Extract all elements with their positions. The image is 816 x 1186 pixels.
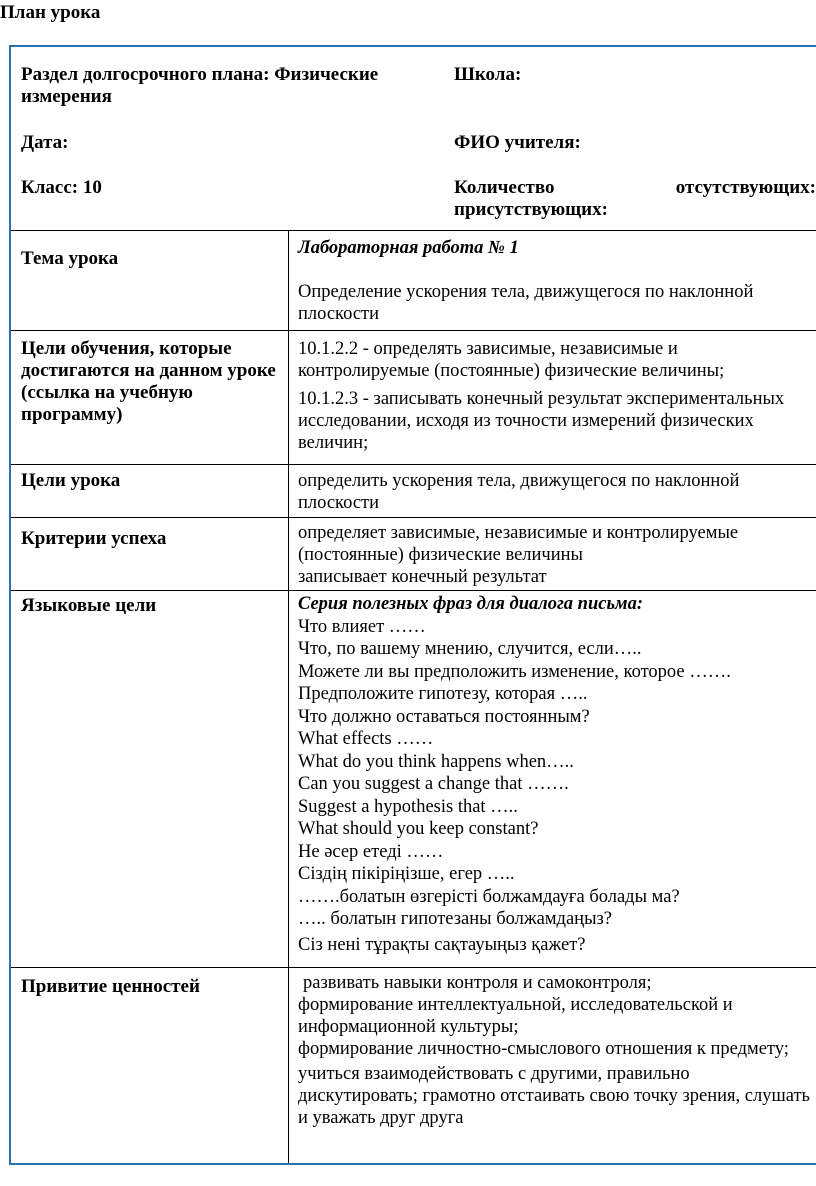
lesson-plan-table	[9, 45, 816, 1165]
phrase-item: ….. болатын гипотезаны болжамдаңыз?	[298, 909, 613, 929]
phrase-item: Сіз нені тұрақты сақтауыңыз қажет?	[298, 934, 586, 955]
success-criteria-content	[298, 522, 813, 588]
phrase-item: Что, по вашему мнению, случится, если…..	[298, 639, 642, 659]
phrase-item: What do you think happens when…..	[298, 751, 574, 772]
learning-objective-item: 10.1.2.2 - определять зависимые, независимые и контролируемые (постоянные) физические величины;	[298, 339, 725, 381]
row-learning-objectives	[11, 331, 816, 465]
school-label: Школа:	[454, 64, 522, 85]
learning-objective-item: 10.1.2.3 - записывать конечный результат экспериментальных исследовании, исходя из точности измерений физических величин;	[298, 389, 785, 453]
section-label: Раздел долгосрочного плана: Физические измерения	[21, 64, 379, 107]
phrase-item: What effects ……	[298, 729, 434, 749]
phrase-item: Можете ли вы предположить изменение, которое …….	[298, 661, 731, 682]
phrase-item: Can you suggest a change that …….	[298, 774, 569, 794]
attendance-label-line2: присутствующих:	[454, 199, 608, 220]
success-criteria-label: Критерии успеха	[21, 528, 167, 549]
phrases-heading: Серия полезных фраз для диалога письма:	[298, 594, 644, 614]
phrase-item: …….болатын өзгерісті болжамдауға болады ма?	[298, 886, 680, 907]
phrase-item: What should you keep constant?	[298, 819, 539, 839]
class-label: Класс: 10	[21, 177, 102, 198]
learning-objectives-content	[298, 338, 813, 454]
lesson-goals-text: определить ускорения тела, движущегося по наклонной плоскости	[298, 471, 740, 513]
lesson-goals-label: Цели урока	[21, 470, 121, 491]
language-goals-label: Языковые цели	[21, 595, 157, 616]
language-goals-content	[298, 593, 813, 956]
phrase-item: Не әсер етеді ……	[298, 841, 444, 862]
phrase-item: Suggest a hypothesis that …..	[298, 796, 518, 817]
date-label: Дата:	[21, 132, 69, 153]
values-item: формирование интеллектуальной, исследовательской и информационной культуры;	[298, 995, 733, 1037]
topic-content	[298, 237, 813, 325]
row-lesson-goals	[11, 465, 816, 518]
success-criterion: определяет зависимые, независимые и контролируемые (постоянные) физические величины	[298, 523, 739, 565]
row-topic	[11, 231, 816, 331]
topic-heading: Лабораторная работа № 1	[298, 238, 519, 258]
topic-label: Тема урока	[21, 248, 119, 269]
values-item: формирование личностно-смыслового отношения к предмету;	[298, 1039, 789, 1059]
learning-objectives-label: Цели обучения, которые достигаются на данном уроке (ссылка на учебную программу)	[21, 338, 276, 425]
topic-text: Определение ускорения тела, движущегося по наклонной плоскости	[298, 282, 754, 324]
row-success-criteria	[11, 518, 816, 591]
values-item: развивать навыки контроля и самоконтроля;	[303, 973, 652, 993]
plan-header	[11, 47, 816, 231]
values-item: учиться взаимодействовать с другими, правильно дискутировать; грамотно отстаивать свою точку зрения, слушать и уважать друг друга	[298, 1064, 810, 1128]
phrase-item: Что влияет ……	[298, 616, 426, 637]
values-label: Привитие ценностей	[21, 976, 200, 997]
success-criterion: записывает конечный результат	[298, 567, 547, 587]
phrase-item: Предположите гипотезу, которая …..	[298, 684, 588, 704]
page-title: План урока	[0, 2, 101, 23]
attendance-label-line1: Количество отсутствующих:	[454, 177, 816, 198]
teacher-label: ФИО учителя:	[454, 132, 581, 153]
values-content	[298, 972, 813, 1129]
row-values	[11, 968, 816, 1165]
phrase-item: Сіздің пікіріңізше, егер …..	[298, 864, 515, 884]
row-language-goals	[11, 591, 816, 968]
phrase-item: Что должно оставаться постоянным?	[298, 706, 590, 727]
